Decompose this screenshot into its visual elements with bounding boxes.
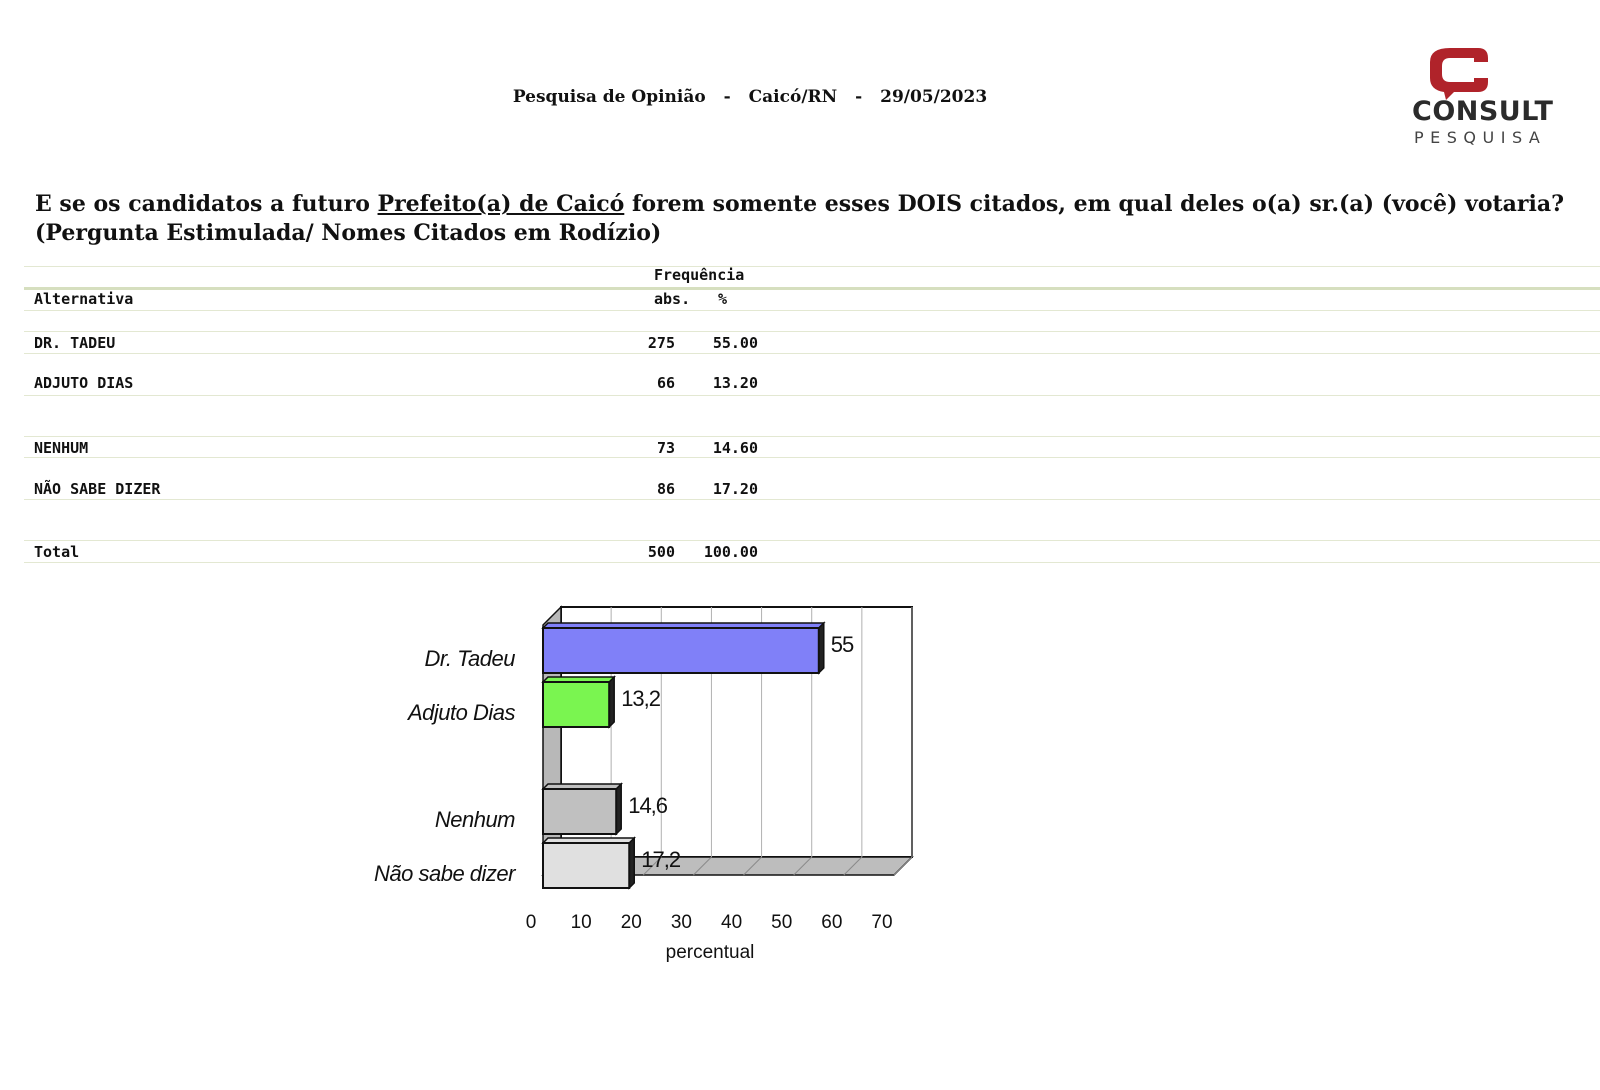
- row-abs: 73: [656, 439, 675, 457]
- bar: [543, 789, 616, 834]
- col-header-pct: %: [718, 290, 728, 308]
- row-label: NÃO SABE DIZER: [34, 480, 161, 498]
- question-part-1: E se os candidatos a futuro: [35, 191, 378, 217]
- row-abs: 66: [656, 374, 675, 392]
- col-header-abs: abs.: [654, 290, 691, 308]
- table-group-header-row: [24, 266, 1600, 289]
- table-row: [24, 331, 1600, 353]
- row-pct: 14.60: [712, 439, 758, 457]
- row-pct: 13.20: [712, 374, 758, 392]
- survey-title: Pesquisa de Opinião: [512, 87, 706, 107]
- category-label: Adjuto Dias: [407, 700, 515, 725]
- total-pct: 100.00: [703, 543, 758, 561]
- logo-wordmark: CONSULT: [1412, 96, 1554, 127]
- x-tick-label: 40: [721, 912, 743, 933]
- survey-header: [0, 87, 1500, 107]
- survey-date: 29/05/2023: [880, 87, 988, 107]
- survey-place: Caicó/RN: [748, 87, 838, 107]
- data-label: 13,2: [621, 686, 661, 711]
- x-axis-title: percentual: [665, 942, 755, 963]
- bar-chart: [350, 600, 950, 980]
- table-total-row: [24, 540, 1600, 563]
- row-label: ADJUTO DIAS: [34, 374, 134, 392]
- total-abs: 500: [647, 543, 675, 561]
- category-label: Não sabe dizer: [374, 861, 515, 886]
- table-row: [24, 353, 1600, 395]
- data-label: 17,2: [641, 847, 681, 872]
- question-part-2: forem somente esses DOIS citados, em qual deles o(a) sr.(a) (você) votaria?: [624, 191, 1565, 217]
- bar: [543, 682, 609, 727]
- group-header-frequencia: Frequência: [654, 266, 745, 284]
- x-tick-label: 50: [771, 912, 793, 933]
- data-label: 55: [830, 632, 854, 657]
- header-sep-2: -: [855, 87, 863, 107]
- data-label: 14,6: [628, 793, 668, 818]
- row-pct: 55.00: [712, 334, 758, 352]
- x-tick-label: 60: [821, 912, 843, 933]
- col-header-alternativa: Alternativa: [34, 290, 134, 308]
- row-label: DR. TADEU: [34, 334, 116, 352]
- table-row: [24, 436, 1600, 457]
- table-spacer-row: [24, 395, 1600, 437]
- x-tick-label: 70: [871, 912, 893, 933]
- table-spacer-row: [24, 499, 1600, 541]
- x-tick-label: 0: [525, 912, 537, 933]
- table-row: [24, 457, 1600, 499]
- header-sep-1: -: [723, 87, 731, 107]
- row-abs: 86: [656, 480, 675, 498]
- bar: [543, 628, 819, 673]
- category-label: Dr. Tadeu: [424, 646, 515, 671]
- x-tick-label: 20: [620, 912, 642, 933]
- question-underlined: Prefeito(a) de Caicó: [377, 191, 625, 217]
- table-spacer-row: [24, 310, 1600, 331]
- x-tick-label: 10: [570, 912, 592, 933]
- bar-chart-svg: [350, 600, 950, 980]
- row-pct: 17.20: [712, 480, 758, 498]
- bar: [543, 843, 629, 888]
- question-text: [35, 190, 1575, 248]
- table-column-header-row: [24, 287, 1600, 312]
- total-label: Total: [34, 543, 80, 561]
- question-line-2: (Pergunta Estimulada/ Nomes Citados em Rodízio): [35, 220, 662, 246]
- row-abs: 275: [647, 334, 675, 352]
- row-label: NENHUM: [34, 439, 89, 457]
- x-tick-label: 30: [670, 912, 692, 933]
- logo-subtitle: PESQUISA: [1414, 128, 1547, 147]
- category-label: Nenhum: [434, 807, 515, 832]
